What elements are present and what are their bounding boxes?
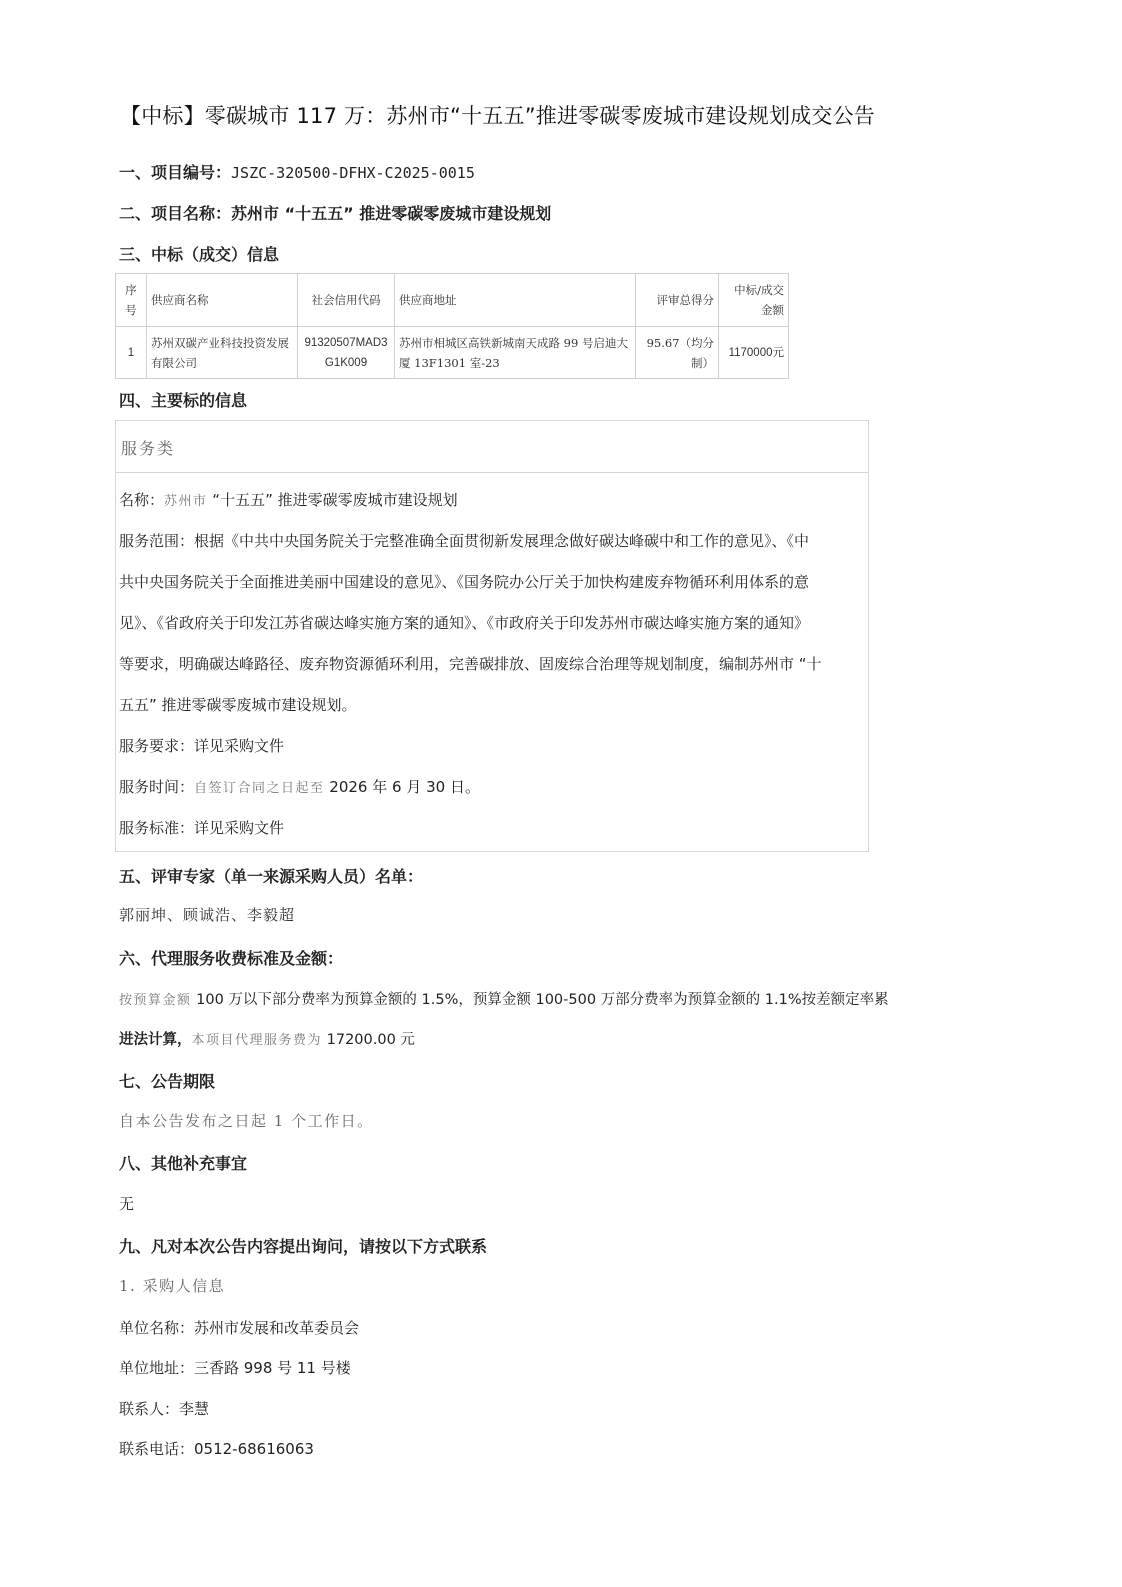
cell-index: 1 [116, 327, 147, 379]
period-value: 自本公告发布之日起 1 个工作日。 [119, 1112, 374, 1130]
subject-name-label: 名称： [119, 491, 165, 509]
subject-scope-line: 等要求，明确碳达峰路径、废弃物资源循环利用，完善碳排放、固废综合治理等规划制度，编制苏州市 “十 [119, 655, 822, 673]
fee-amount-label: 本项目代理服务费为 [191, 1033, 323, 1048]
subject-scope-line: 见》、《省政府关于印发江苏省碳达峰实施方案的通知》、《市政府关于印发苏州市碳达峰实施方案的通知》 [119, 614, 810, 632]
subject-name-city: 苏州市 [164, 494, 208, 509]
fee-amount-value: 17200.00 元 [322, 1032, 415, 1048]
section-experts-heading: 五、评审专家（单一来源采购人员）名单： [119, 867, 424, 886]
cell-credit-code: 91320507MAD3G1K009 [298, 327, 395, 379]
fee-text: 100 万以下部分费率为预算金额的 1.5%，预算金额 100-500 万部分费率为预算金额的 1.1%按差额定率累 [191, 992, 889, 1008]
subject-category: 服务类 [121, 439, 176, 458]
purchaser-info-subheading: 1. 采购人信息 [119, 1277, 226, 1295]
fee-line-1 [119, 988, 889, 1009]
section-label: 二、项目名称： [119, 204, 232, 223]
other-value: 无 [119, 1195, 135, 1213]
section-contact-heading: 九、凡对本次公告内容提出询问，请按以下方式联系 [119, 1237, 488, 1256]
purchaser-contact-person: 联系人：李慧 [119, 1400, 210, 1418]
service-time-label: 服务时间： [119, 778, 195, 796]
fee-prefix: 按预算金额 [119, 993, 192, 1008]
section-period-heading: 七、公告期限 [119, 1072, 216, 1091]
table-row [116, 327, 789, 379]
experts-list: 郭丽坤、顾诚浩、李毅超 [119, 906, 296, 924]
service-time-value: 2026 年 6 月 30 日。 [324, 778, 480, 796]
subject-name-rest: “十五五” 推进零碳零废城市建设规划 [207, 491, 458, 509]
subject-service-time [119, 776, 480, 797]
service-time-muted: 自签订合同之日起至 [194, 781, 325, 796]
section-label: 一、项目编号： [119, 163, 232, 182]
project-name-value: 苏州市 “十五五” 推进零碳零废城市建设规划 [231, 204, 552, 223]
subject-scope-line: 共中央国务院关于全面推进美丽中国建设的意见》、《国务院办公厅关于加快构建废弃物循环利用体系的意 [119, 573, 810, 591]
section-project-name [119, 201, 551, 224]
header-score: 评审总得分 [636, 274, 719, 327]
table-header-row [116, 274, 789, 327]
cell-supplier-name: 苏州双碳产业科技投资发展有限公司 [147, 327, 298, 379]
purchaser-unit-name: 单位名称：苏州市发展和改革委员会 [119, 1319, 360, 1337]
section-fee-heading: 六、代理服务收费标准及金额： [119, 949, 344, 968]
section-project-number [119, 160, 475, 183]
section-subject-heading: 四、主要标的信息 [119, 391, 248, 410]
subject-standard: 服务标准：详见采购文件 [119, 819, 285, 837]
subject-scope-line: 五五” 推进零碳零废城市建设规划。 [119, 696, 357, 714]
section-other-heading: 八、其他补充事宜 [119, 1154, 248, 1173]
subject-scope-line: 服务范围：根据《中共中央国务院关于完整准确全面贯彻新发展理念做好碳达峰碳中和工作的意见》、《中 [119, 532, 810, 550]
cell-address: 苏州市相城区高铁新城南天成路 99 号启迪大厦 13F1301 室-23 [395, 327, 636, 379]
header-amount: 中标/成交金额 [719, 274, 789, 327]
purchaser-phone: 联系电话：0512-68616063 [119, 1440, 314, 1458]
page-title: 【中标】零碳城市 117 万：苏州市“十五五”推进零碳零废城市建设规划成交公告 [120, 104, 875, 128]
project-number-value: JSZC-320500-DFHX-C2025-0015 [231, 164, 475, 182]
subject-category-row [116, 421, 868, 473]
purchaser-unit-address: 单位地址：三香路 998 号 11 号楼 [119, 1359, 351, 1377]
subject-name [119, 489, 458, 510]
header-address: 供应商地址 [395, 274, 636, 327]
cell-score: 95.67（均分制） [636, 327, 719, 379]
header-supplier-name: 供应商名称 [147, 274, 298, 327]
subject-requirement: 服务要求：详见采购文件 [119, 737, 285, 755]
fee-line-2 [119, 1028, 415, 1049]
fee-method: 进法计算， [119, 1032, 192, 1048]
section-winner-info-heading: 三、中标（成交）信息 [119, 245, 280, 264]
header-index: 序号 [116, 274, 147, 327]
header-credit-code: 社会信用代码 [298, 274, 395, 327]
subject-info-box [115, 420, 869, 852]
cell-amount: 1170000元 [719, 327, 789, 379]
winner-table [115, 273, 789, 379]
